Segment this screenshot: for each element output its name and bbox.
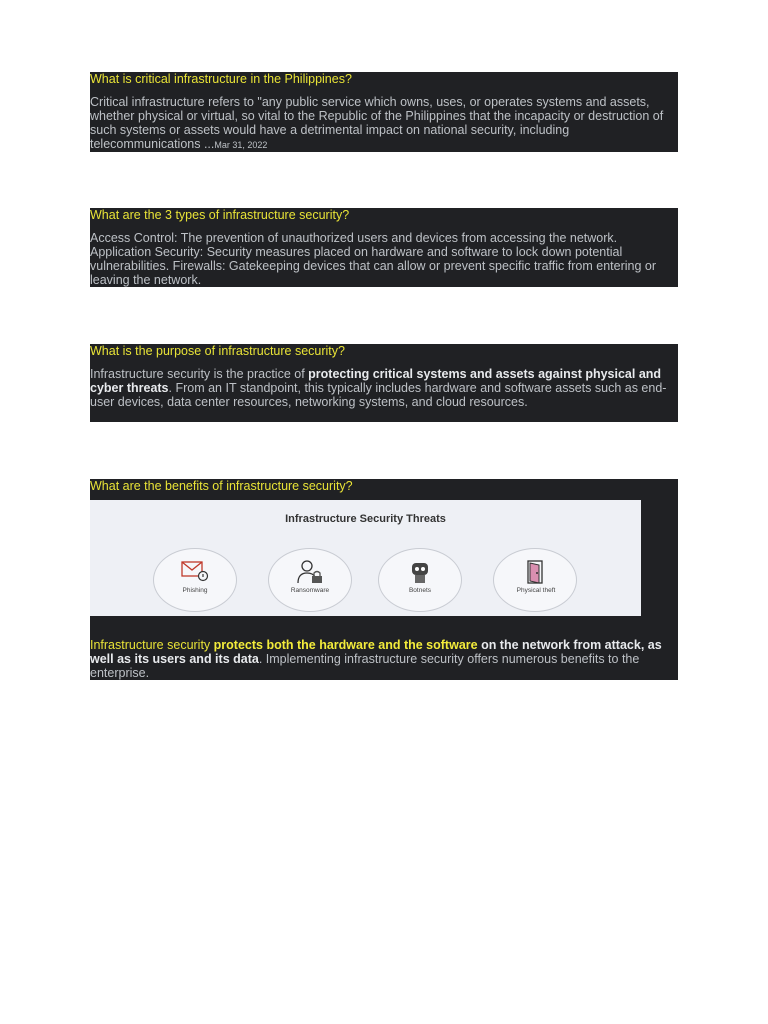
- threat-label: Botnets: [408, 587, 432, 594]
- threat-label: Ransomware: [290, 587, 330, 594]
- threat-label: Physical theft: [516, 587, 556, 594]
- threat-label: Phishing: [182, 587, 208, 594]
- question-text: What are the 3 types of infrastructure security?: [90, 208, 350, 222]
- answer-post: . From an IT standpoint, this typically includes hardware and software assets such as end-user devices, data center resources, networking systems, and cloud resources.: [90, 381, 667, 409]
- faq-section-security-types: [90, 208, 678, 287]
- question-text: What is the purpose of infrastructure security?: [90, 344, 345, 358]
- figure-title: Infrastructure Security Threats: [285, 513, 446, 525]
- answer-highlight: protects both the hardware and the software: [213, 638, 478, 652]
- answer-pre: Infrastructure security is the practice of: [90, 367, 309, 381]
- faq-section-security-benefits: [90, 479, 678, 680]
- answer-bold: protecting critical systems and assets against physical and cyber threats: [90, 367, 662, 395]
- answer-text: [90, 367, 678, 409]
- faq-section-security-purpose: [90, 344, 678, 422]
- user-lock-icon: [295, 559, 325, 590]
- answer-bold: on the network from attack, as well as its users and its data: [90, 638, 662, 666]
- door-icon: [524, 559, 546, 590]
- answer-text: Access Control: The prevention of unauthorized users and devices from accessing the network. Application Security: Security measures placed on hardware and software to lock down potential vulnerabilities. Firewalls: Gatekeeping devices that can allow or prevent specific traffic from entering or leaving the network.: [90, 231, 657, 287]
- threats-figure: [90, 500, 641, 616]
- threat-phishing: [153, 548, 237, 612]
- threat-physical-theft: [493, 548, 577, 612]
- robot-icon: [407, 559, 433, 590]
- threat-ransomware: [268, 548, 352, 612]
- answer-pre: Infrastructure security: [90, 638, 214, 652]
- question-text: What is critical infrastructure in the Philippines?: [90, 72, 352, 86]
- answer-text: [90, 638, 678, 680]
- answer-date: Mar 31, 2022: [214, 140, 268, 150]
- answer-post: . Implementing infrastructure security offers numerous benefits to the enterprise.: [90, 652, 640, 680]
- answer-body: Critical infrastructure refers to "any public service which owns, uses, or operates systems and assets, whether physical or virtual, so vital to the Republic of the Philippines that the incapacity or destruction of such systems or assets would have a detrimental impact on national security, including telecommunications ...: [90, 95, 664, 151]
- faq-section-critical-infrastructure: [90, 72, 678, 152]
- threat-botnets: [378, 548, 462, 612]
- question-text: What are the benefits of infrastructure security?: [90, 479, 353, 493]
- envelope-alert-icon: [180, 559, 210, 588]
- answer-text: [90, 95, 678, 152]
